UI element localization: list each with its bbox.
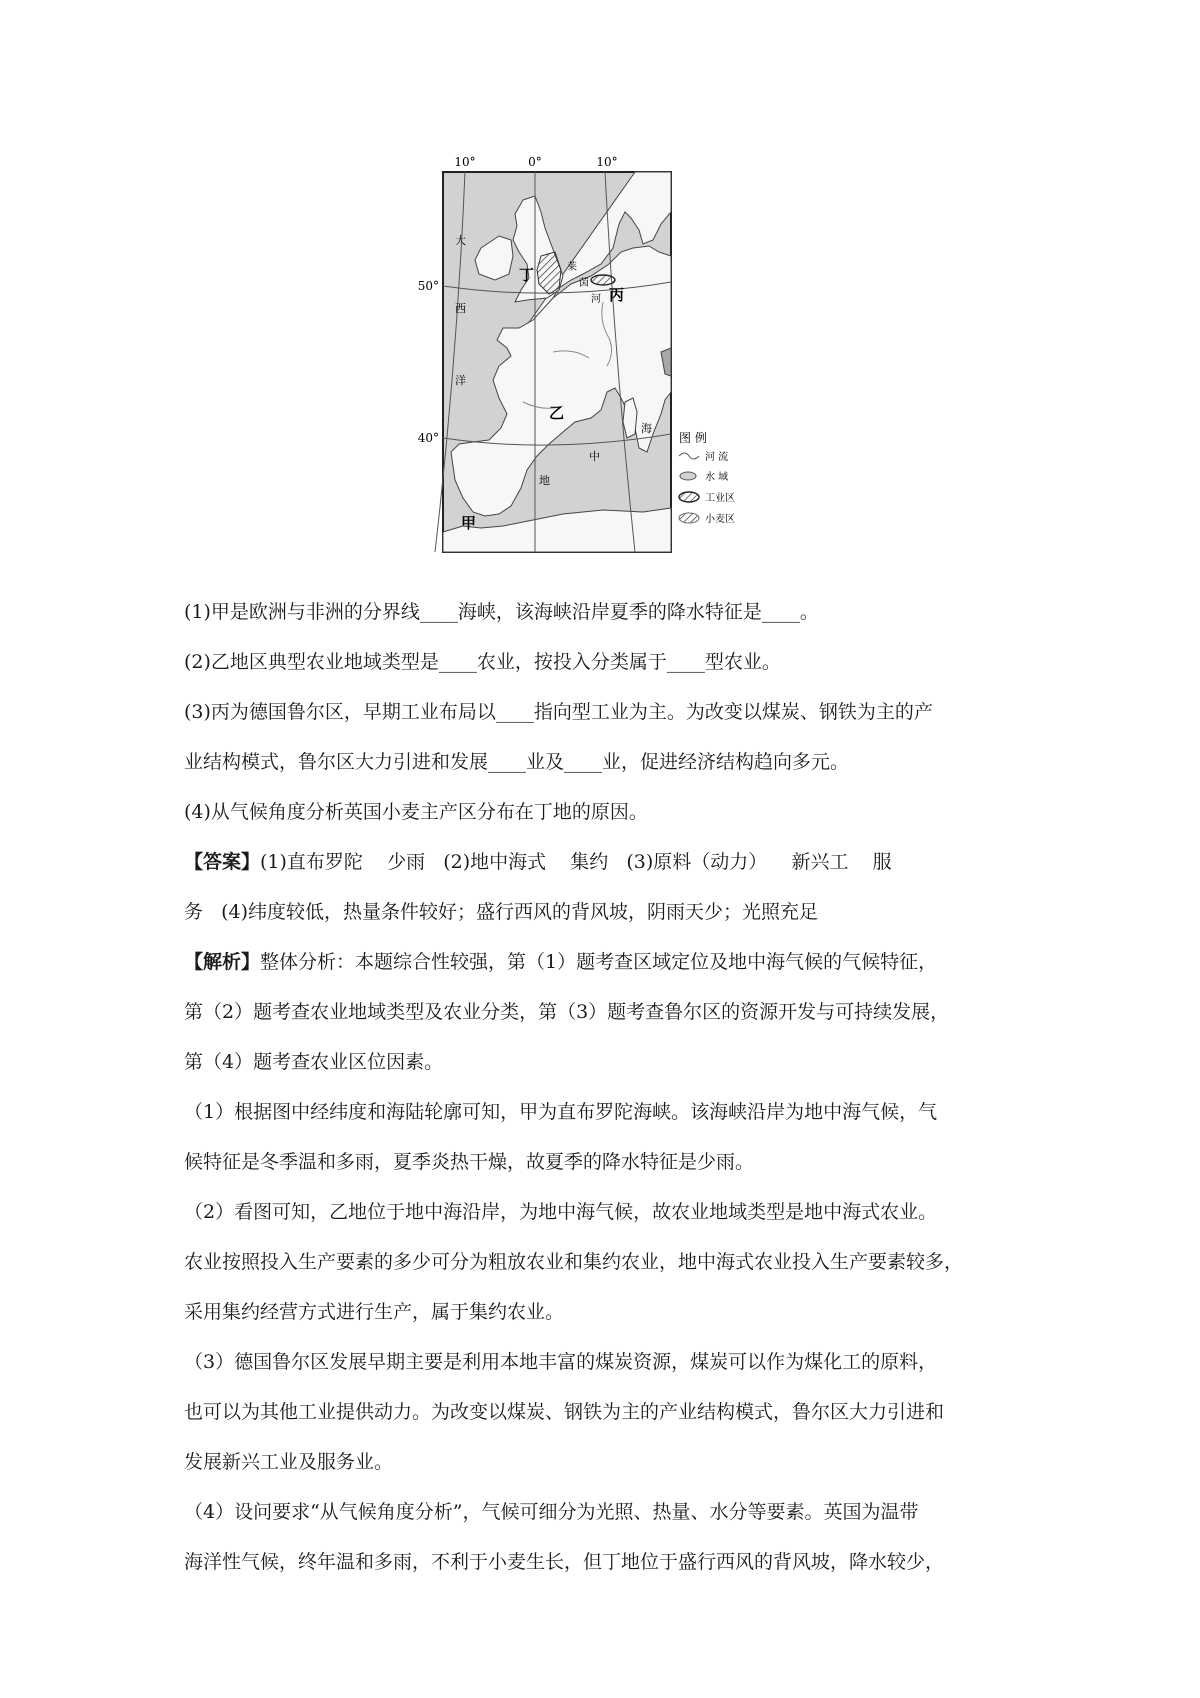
ocean-char-3: 洋 bbox=[455, 374, 466, 387]
answer-label: 【答案】 bbox=[184, 851, 261, 873]
answer-text-1: (1)直布罗陀 少雨 (2)地中海式 集约 (3)原料（动力） 新兴工 服 bbox=[260, 851, 892, 873]
analysis-line-1 bbox=[184, 948, 1030, 998]
analysis-line-13: 海洋性气候，终年温和多雨，不利于小麦生长，但丁地位于盛行西风的背风坡，降水较少， bbox=[184, 1551, 945, 1573]
legend-river-icon bbox=[679, 453, 699, 459]
analysis-line-7: 农业按照投入生产要素的多少可分为粗放农业和集约农业，地中海式农业投入生产要素较多， bbox=[184, 1251, 964, 1273]
river-char-2: 茵 bbox=[579, 278, 589, 289]
legend-industry-label: 工业区 bbox=[705, 493, 735, 504]
answer-line-2: 务 (4)纬度较低，热量条件较好；盛行西风的背风坡，阴雨天少；光照充足 bbox=[184, 901, 819, 923]
analysis-line-10: 也可以为其他工业提供动力。为改变以煤炭、钢铁为主的产业结构模式，鲁尔区大力引进和 bbox=[184, 1401, 945, 1423]
river-char-3: 河 bbox=[591, 294, 601, 305]
legend-wheat-icon bbox=[679, 513, 699, 523]
question-2: (2)乙地区典型农业地域类型是____农业，按投入分类属于____型农业。 bbox=[184, 651, 781, 673]
lat-label-40n: 40° bbox=[417, 431, 439, 445]
analysis-line-5: 候特征是冬季温和多雨，夏季炎热干燥，故夏季的降水特征是少雨。 bbox=[184, 1151, 755, 1173]
sea-char-2: 中 bbox=[589, 450, 600, 463]
question-3-line-1: (3)丙为德国鲁尔区，早期工业布局以____指向型工业为主。为改变以煤炭、钢铁为主的产 bbox=[184, 701, 933, 723]
ocean-char-2: 西 bbox=[455, 302, 466, 315]
question-1: (1)甲是欧洲与非洲的分界线____海峡，该海峡沿岸夏季的降水特征是____。 bbox=[184, 601, 819, 623]
question-text-block bbox=[184, 598, 1030, 1598]
island-land bbox=[623, 398, 637, 438]
answer-line-1 bbox=[184, 848, 1030, 898]
analysis-line-11: 发展新兴工业及服务业。 bbox=[184, 1451, 394, 1473]
sea-char-3: 海 bbox=[641, 422, 652, 435]
lon-label-10e: 10° bbox=[596, 155, 618, 169]
river-char-1: 莱 bbox=[567, 262, 577, 273]
legend-wheat-label: 小麦区 bbox=[705, 514, 735, 525]
analysis-label: 【解析】 bbox=[184, 951, 261, 973]
place-label-jia: 甲 bbox=[461, 514, 477, 532]
legend-river-label: 河 流 bbox=[705, 452, 729, 463]
legend-water-icon bbox=[680, 472, 696, 480]
analysis-line-12: （4）设问要求“从气候角度分析”，气候可细分为光照、热量、水分等要素。英国为温带 bbox=[184, 1501, 919, 1523]
analysis-line-8: 采用集约经营方式进行生产，属于集约农业。 bbox=[184, 1301, 565, 1323]
analysis-text-1: 整体分析：本题综合性较强，第（1）题考查区域定位及地中海气候的气候特征， bbox=[260, 951, 938, 973]
map-legend bbox=[679, 430, 735, 525]
legend-industry-icon bbox=[679, 492, 699, 502]
legend-water-label: 水 域 bbox=[705, 472, 729, 483]
analysis-line-6: （2）看图可知，乙地位于地中海沿岸，为地中海气候，故农业地域类型是地中海式农业。 bbox=[184, 1201, 938, 1223]
analysis-line-3: 第（4）题考查农业区位因素。 bbox=[184, 1051, 444, 1073]
industrial-area-bing bbox=[591, 275, 615, 285]
lon-label-10w: 10° bbox=[454, 155, 476, 169]
legend-title: 图 例 bbox=[679, 431, 707, 445]
place-label-ding: 丁 bbox=[519, 266, 535, 284]
lat-label-50n: 50° bbox=[417, 279, 439, 293]
place-label-yi: 乙 bbox=[549, 404, 565, 422]
analysis-line-4: （1）根据图中经纬度和海陆轮廓可知，甲为直布罗陀海峡。该海峡沿岸为地中海气候，气 bbox=[184, 1101, 938, 1123]
map-svg bbox=[403, 152, 803, 572]
place-label-bing: 丙 bbox=[609, 286, 625, 304]
sea-char-1: 地 bbox=[539, 474, 550, 487]
ocean-char-1: 大 bbox=[455, 234, 466, 247]
question-3-line-2: 业结构模式，鲁尔区大力引进和发展____业及____业，促进经济结构趋向多元。 bbox=[184, 751, 850, 773]
europe-map-figure bbox=[403, 152, 803, 572]
lon-label-0: 0° bbox=[528, 155, 542, 169]
analysis-line-9: （3）德国鲁尔区发展早期主要是利用本地丰富的煤炭资源，煤炭可以作为煤化工的原料， bbox=[184, 1351, 938, 1373]
analysis-line-2: 第（2）题考查农业地域类型及农业分类，第（3）题考查鲁尔区的资源开发与可持续发展， bbox=[184, 1001, 950, 1023]
question-4: (4)从气候角度分析英国小麦主产区分布在丁地的原因。 bbox=[184, 801, 648, 823]
